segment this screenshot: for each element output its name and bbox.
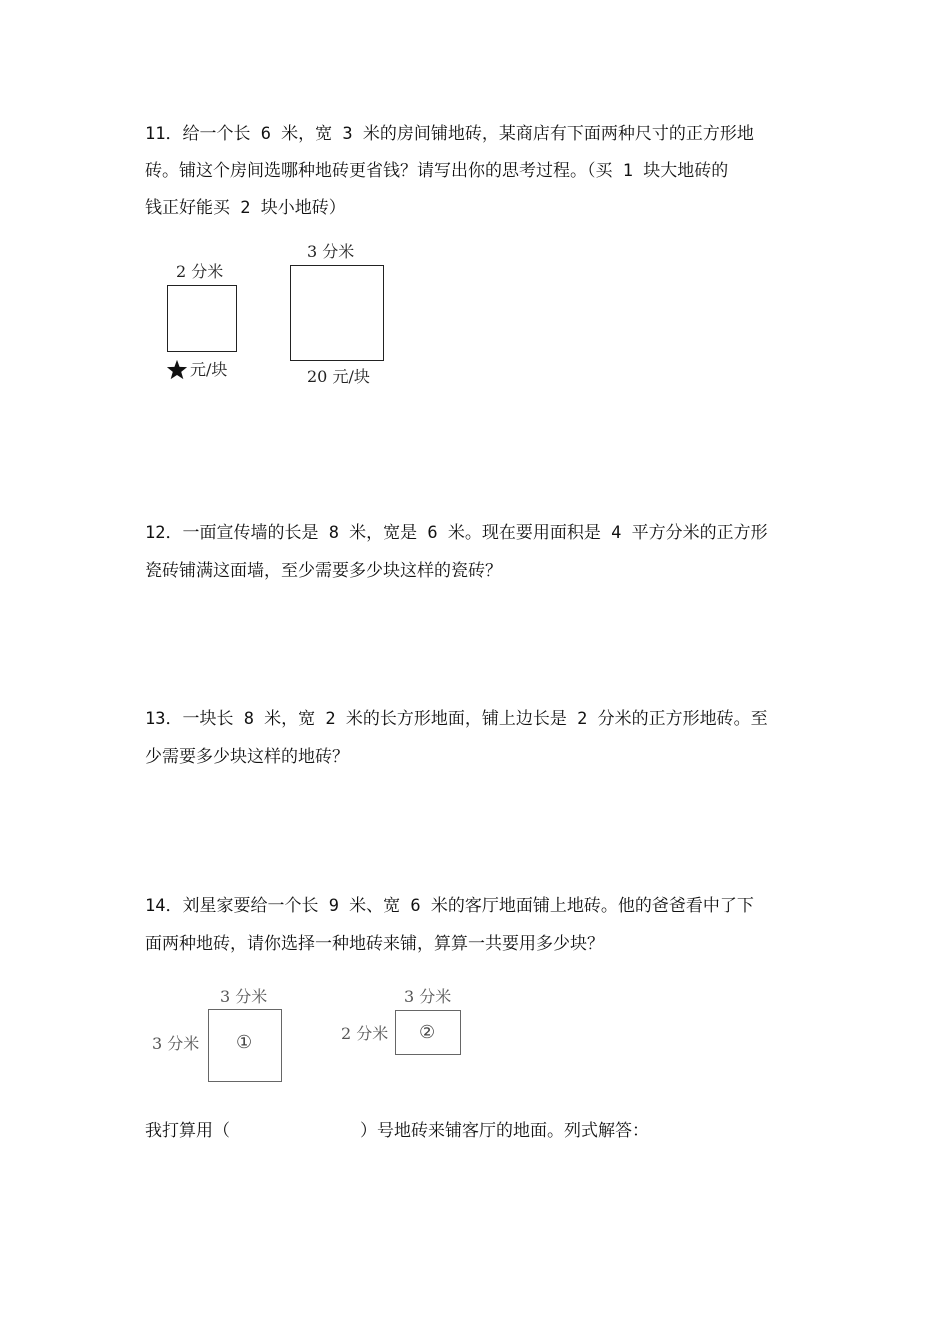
small-tile-side-label: 2 分米 xyxy=(176,262,224,281)
large-tile-price-label: 20 元/块 xyxy=(307,367,370,386)
large-tile-side-label: 3 分米 xyxy=(307,242,355,261)
large-tile-square xyxy=(290,265,384,361)
answer-prefix: 我打算用（ xyxy=(145,1121,230,1141)
q11-text-line-1: 11．给一个长 6 米，宽 3 米的房间铺地砖，某商店有下面两种尺寸的正方形地 xyxy=(145,124,754,144)
q14-text-line-2: 面两种地砖，请你选择一种地砖来铺，算算一共要用多少块？ xyxy=(145,934,604,954)
tile2-left-label: 2 分米 xyxy=(341,1024,389,1043)
q12-text-line-2: 瓷砖铺满这面墙，至少需要多少块这样的瓷砖？ xyxy=(145,561,502,581)
q14-text-line-1: 14．刘星家要给一个长 9 米、宽 6 米的客厅地面铺上地砖。他的爸爸看中了下 xyxy=(145,896,754,916)
star-icon xyxy=(166,359,188,381)
tile1-top-label: 3 分米 xyxy=(220,987,268,1006)
q11-text-line-2: 砖。铺这个房间选哪种地砖更省钱？请写出你的思考过程。（买 1 块大地砖的 xyxy=(145,161,729,181)
tile1-number-mark: ① xyxy=(236,1032,253,1053)
q13-text-line-2: 少需要多少块这样的地砖？ xyxy=(145,747,349,767)
q12-text-line-1: 12．一面宣传墙的长是 8 米，宽是 6 米。现在要用面积是 4 平方分米的正方形 xyxy=(145,523,768,543)
small-tile-square xyxy=(167,285,237,352)
q11-text-line-3: 钱正好能买 2 块小地砖） xyxy=(145,198,346,218)
q13-text-line-1: 13．一块长 8 米，宽 2 米的长方形地面，铺上边长是 2 分米的正方形地砖。至 xyxy=(145,709,768,729)
answer-suffix: ）号地砖来铺客厅的地面。列式解答： xyxy=(360,1121,649,1141)
tile2-top-label: 3 分米 xyxy=(404,987,452,1006)
tile1-left-label: 3 分米 xyxy=(152,1034,200,1053)
tile2-number-mark: ② xyxy=(419,1022,436,1043)
small-tile-price-label: 元/块 xyxy=(190,360,228,379)
q14-answer-line xyxy=(145,1120,649,1142)
